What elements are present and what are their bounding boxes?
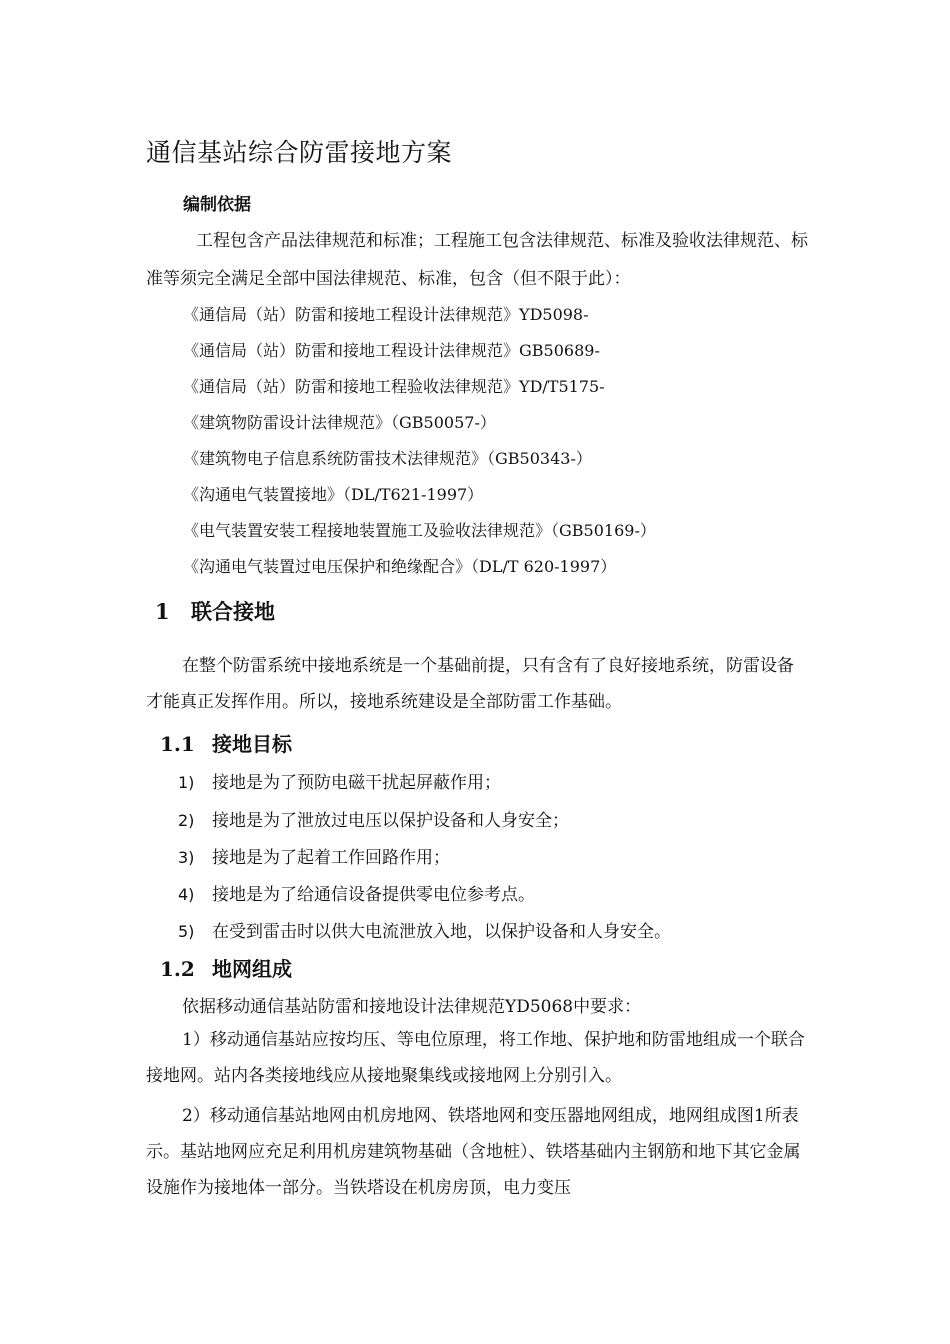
list-item — [178, 806, 569, 831]
list-number: 4) — [178, 885, 195, 904]
list-text: 接地是为了泄放过电压以保护设备和人身安全； — [212, 811, 569, 831]
list-item — [178, 880, 535, 905]
standard-item: 《建筑物防雷设计法律规范》（GB50057-） — [183, 413, 496, 432]
section-title: 接地目标 — [212, 732, 292, 756]
document-title: 通信基站综合防雷接地方案 — [146, 138, 453, 167]
list-text: 接地是为了预防电磁干扰起屏蔽作用； — [212, 773, 501, 793]
section-1-2-lead: 依据移动通信基站防雷和接地设计法律规范YD5068中要求： — [182, 997, 642, 1017]
list-item — [178, 843, 450, 868]
paragraph-text: 在整个防雷系统中接地系统是一个基础前提，只有含有了良好接地系统，防雷设备才能真正发挥作用。所以，接地系统建设是全部防雷工作基础。 — [146, 656, 794, 712]
section-1-2-paragraph-2 — [146, 1098, 810, 1206]
section-number: 1.2 — [160, 957, 195, 981]
intro-text: 工程包含产品法律规范和标准；工程施工包含法律规范、标准及验收法律规范、标准等须完全满足全部中国法律规范、标准，包含（但不限于此）： — [146, 231, 808, 289]
section-title: 地网组成 — [212, 957, 292, 981]
list-number: 2) — [178, 811, 195, 830]
list-text: 接地是为了给通信设备提供零电位参考点。 — [212, 885, 535, 905]
standard-item: 《沟通电气装置接地》（DL/T621-1997） — [183, 485, 484, 504]
list-number: 1) — [178, 773, 195, 792]
section-1-2-heading — [160, 953, 292, 982]
paragraph-text: 1）移动通信基站应按均压、等电位原理，将工作地、保护地和防雷地组成一个联合接地网。站内各类接地线应从接地聚集线或接地网上分别引入。 — [146, 1030, 805, 1086]
list-text: 接地是为了起着工作回路作用； — [212, 848, 450, 868]
list-number: 3) — [178, 848, 195, 867]
standard-item: 《通信局（站）防雷和接地工程设计法律规范》GB50689- — [183, 341, 600, 360]
section-number: 1.1 — [160, 732, 195, 756]
basis-heading: 编制依据 — [183, 195, 251, 215]
list-number: 5) — [178, 922, 195, 941]
section-1-paragraph — [146, 648, 810, 720]
list-item — [178, 917, 671, 942]
section-1-1-heading — [160, 728, 292, 757]
standard-item: 《沟通电气装置过电压保护和绝缘配合》（DL/T 620-1997） — [183, 557, 617, 576]
list-text: 在受到雷击时以供大电流泄放入地，以保护设备和人身安全。 — [212, 922, 671, 942]
intro-paragraph — [146, 222, 810, 298]
standard-item: 《通信局（站）防雷和接地工程设计法律规范》YD5098- — [183, 305, 589, 324]
section-1-2-paragraph-1 — [146, 1022, 810, 1094]
section-number: 1 — [155, 599, 170, 624]
standard-item: 《通信局（站）防雷和接地工程验收法律规范》YD/T5175- — [183, 377, 605, 396]
section-1-heading — [155, 596, 275, 626]
paragraph-text: 2）移动通信基站地网由机房地网、铁塔地网和变压器地网组成，地网组成图1所表示。基站地网应充足利用机房建筑物基础（含地桩）、铁塔基础内主钢筋和地下其它金属设施作为接地体一部分。当铁塔设在机房房顶，电力变压 — [146, 1106, 801, 1198]
standard-item: 《电气装置安装工程接地装置施工及验收法律规范》（GB50169-） — [183, 521, 656, 540]
list-item — [178, 768, 501, 793]
standard-item: 《建筑物电子信息系统防雷技术法律规范》（GB50343-） — [183, 449, 592, 468]
section-title: 联合接地 — [191, 599, 275, 624]
